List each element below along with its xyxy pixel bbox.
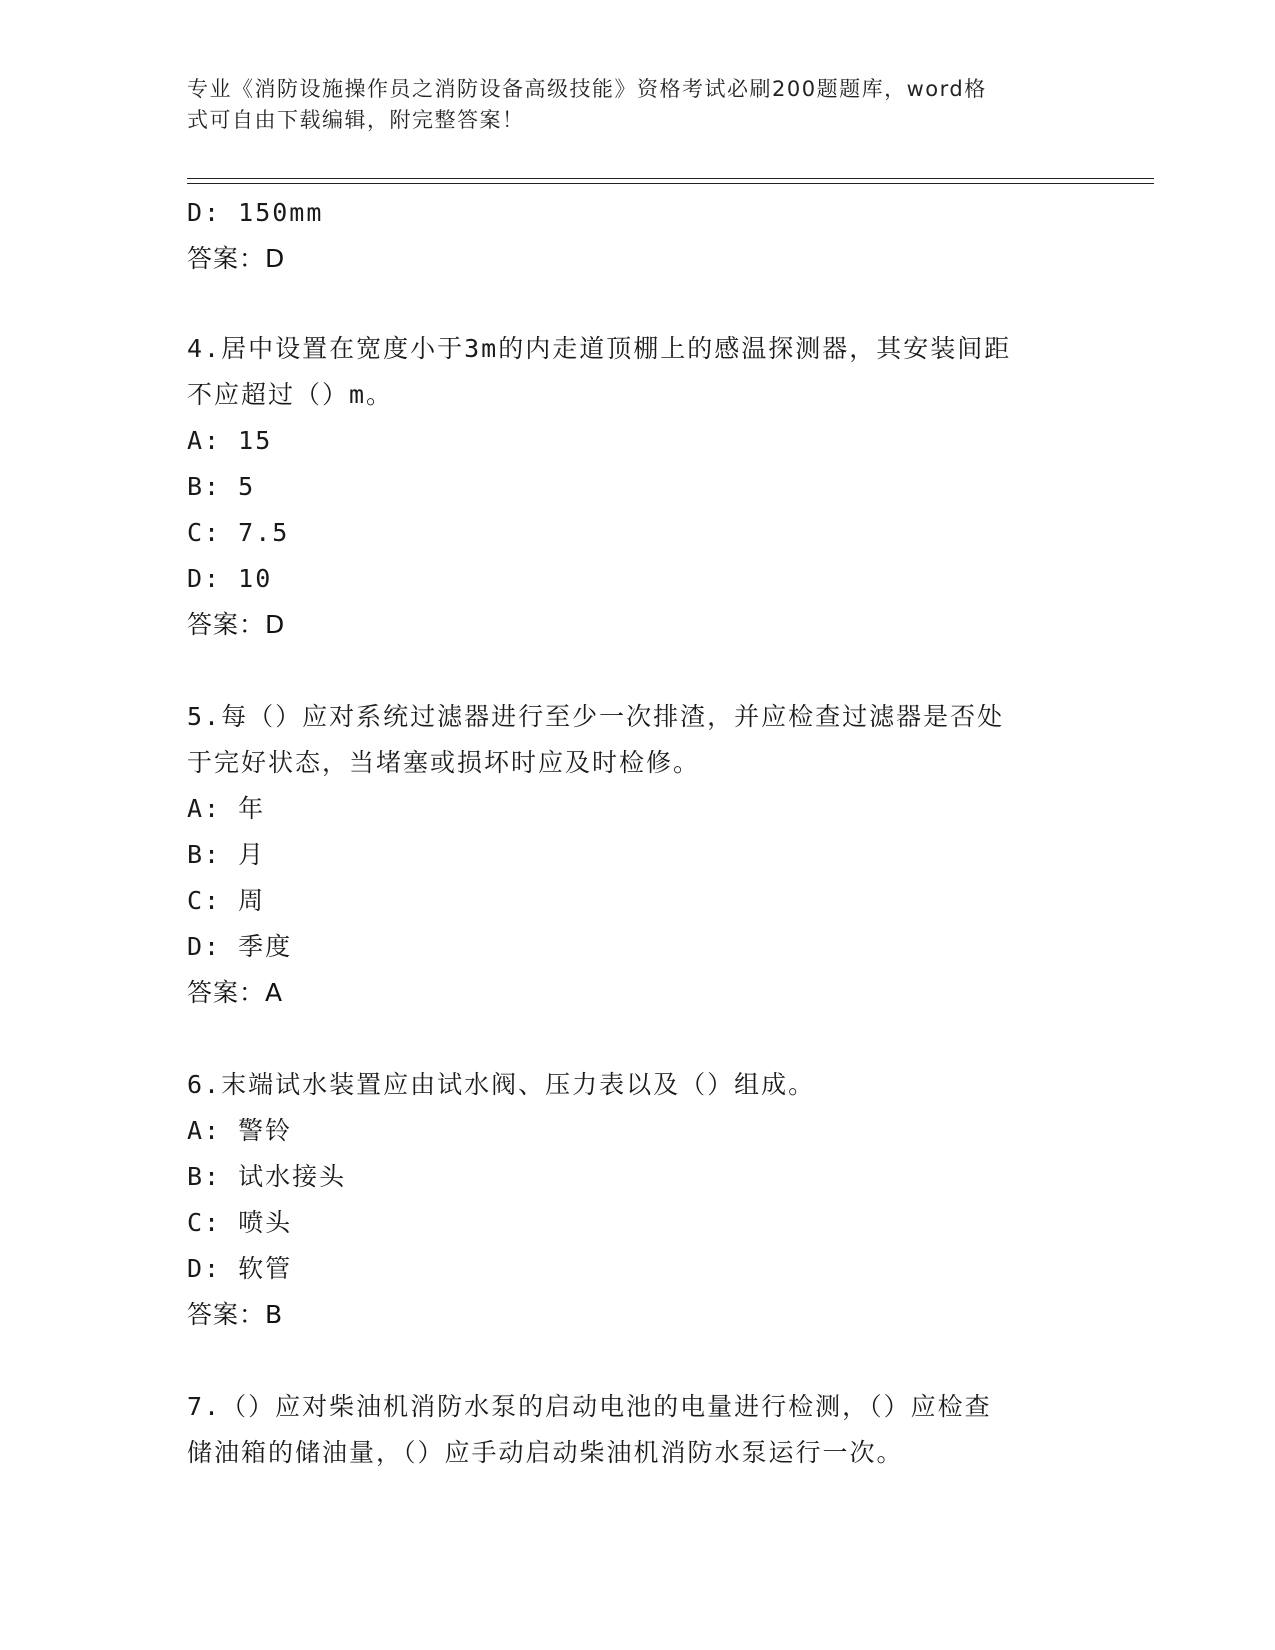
question-text-line-2: 储油箱的储油量，（）应手动启动柴油机消防水泵运行一次。	[187, 1438, 904, 1467]
header-divider-top	[187, 178, 1154, 179]
question-previous	[187, 190, 1087, 282]
option-d: D: 季度	[187, 932, 293, 961]
option-c: C: 7.5	[187, 518, 290, 547]
question-5	[187, 694, 1087, 1016]
question-list	[187, 190, 1087, 1476]
header-divider-bottom	[187, 183, 1154, 184]
document-header	[187, 74, 1067, 136]
question-4	[187, 326, 1087, 648]
question-text-line-2: 不应超过（）m。	[187, 380, 394, 409]
option-b: B: 试水接头	[187, 1162, 347, 1191]
option-a: A: 警铃	[187, 1116, 293, 1145]
question-text-line-1: 7.（）应对柴油机消防水泵的启动电池的电量进行检测，（）应检查	[187, 1392, 992, 1421]
option-a: A: 年	[187, 794, 266, 823]
question-text-line-1: 5.每（）应对系统过滤器进行至少一次排渣，并应检查过滤器是否处	[187, 702, 1005, 731]
question-text-line-2: 于完好状态，当堵塞或损坏时应及时检修。	[187, 748, 701, 777]
question-6	[187, 1062, 1087, 1338]
option-c: C: 周	[187, 886, 266, 915]
answer-label: 答案：D	[187, 610, 286, 639]
option-d: D: 10	[187, 564, 273, 593]
option-d: D: 软管	[187, 1254, 293, 1283]
option-c: C: 喷头	[187, 1208, 293, 1237]
question-text-line-1: 4.居中设置在宽度小于3m的内走道顶棚上的感温探测器，其安装间距	[187, 334, 1012, 363]
option-a: A: 15	[187, 426, 273, 455]
answer-label: 答案：A	[187, 978, 284, 1007]
question-7	[187, 1384, 1087, 1476]
option-d: D: 150mm	[187, 198, 324, 227]
header-line-2: 式可自由下载编辑，附完整答案！	[187, 108, 525, 132]
option-b: B: 5	[187, 472, 256, 501]
option-b: B: 月	[187, 840, 266, 869]
answer-label: 答案：B	[187, 1300, 284, 1329]
answer-label: 答案：D	[187, 244, 286, 273]
question-text-line-1: 6.末端试水装置应由试水阀、压力表以及（）组成。	[187, 1070, 816, 1099]
header-line-1: 专业《消防设施操作员之消防设备高级技能》资格考试必刷200题题库，word格	[187, 77, 987, 101]
